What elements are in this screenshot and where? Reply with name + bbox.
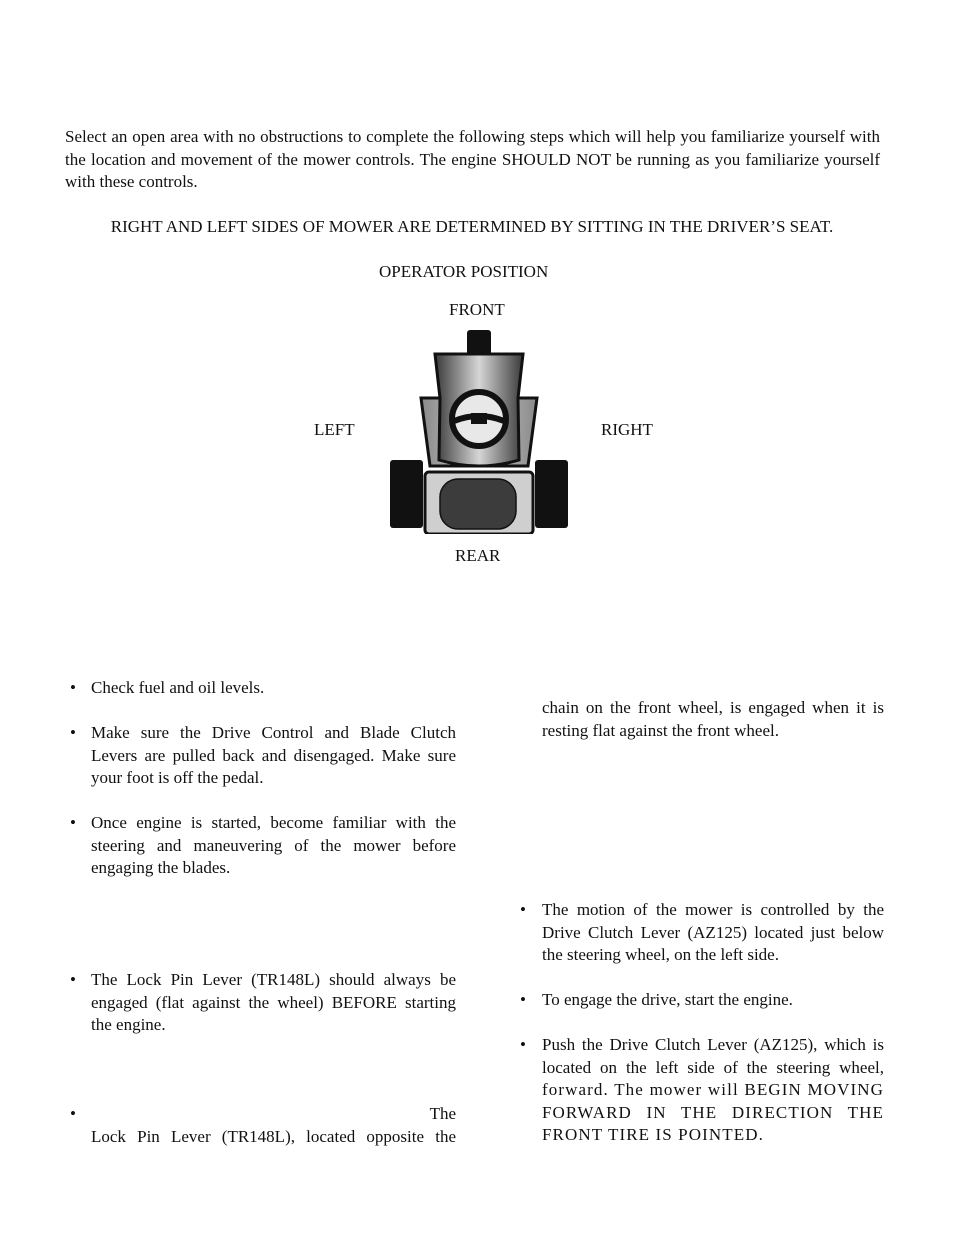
front-tire [467, 330, 491, 356]
preparation-list [68, 677, 456, 880]
diagram-front-label: FRONT [449, 300, 505, 319]
list-item: • Check fuel and oil levels. [70, 678, 265, 697]
list-item: • The motion of the mower is controlled by the Drive Clutch Lever (AZ125) located just below the steering wheel, on the left side. [520, 900, 884, 964]
list-item: • Once engine is started, become familiar with the steering and maneuvering of the mower before engaging the blades. [70, 813, 456, 877]
list-item: • Push the Drive Clutch Lever (AZ125), which is located on the left side of the steering wheel, forward. The mower will BEGIN MOVING FORWARD IN THE DIRECTION THE FRONT TIRE IS POINTED. [520, 1035, 884, 1144]
drive-list [518, 899, 884, 1147]
right-rear-wheel [535, 460, 568, 528]
lock-pin-location-item: • The Lock Pin Lever (TR148L), located opposite the [70, 1104, 456, 1146]
sides-note: RIGHT AND LEFT SIDES OF MOWER ARE DETERMINED BY SITTING IN THE DRIVER’S SEAT. [110, 217, 834, 236]
mower-top-view-illustration [388, 328, 570, 534]
diagram-rear-label: REAR [455, 546, 501, 565]
list-item: • Make sure the Drive Control and Blade Clutch Levers are pulled back and disengaged. Make sure your foot is off the pedal. [70, 723, 456, 787]
left-rear-wheel [390, 460, 423, 528]
list-item: • To engage the drive, start the engine. [520, 990, 793, 1009]
intro-paragraph: Select an open area with no obstructions to complete the following steps which will help you familiarize yourself with the location and movement of the mower controls. The engine SHOULD NOT be running as you familiarize yourself with these controls. [65, 127, 880, 191]
seat [440, 479, 516, 529]
diagram-left-label: LEFT [314, 420, 355, 439]
diagram-title: OPERATOR POSITION [379, 262, 549, 281]
lock-pin-continuation: chain on the front wheel, is engaged when it is resting flat against the front wheel. [542, 698, 884, 740]
diagram-right-label: RIGHT [601, 420, 653, 439]
list-item: • The Lock Pin Lever (TR148L) should always be engaged (flat against the wheel) BEFORE starting the engine. [70, 970, 456, 1034]
lock-pin-list [68, 969, 456, 1037]
